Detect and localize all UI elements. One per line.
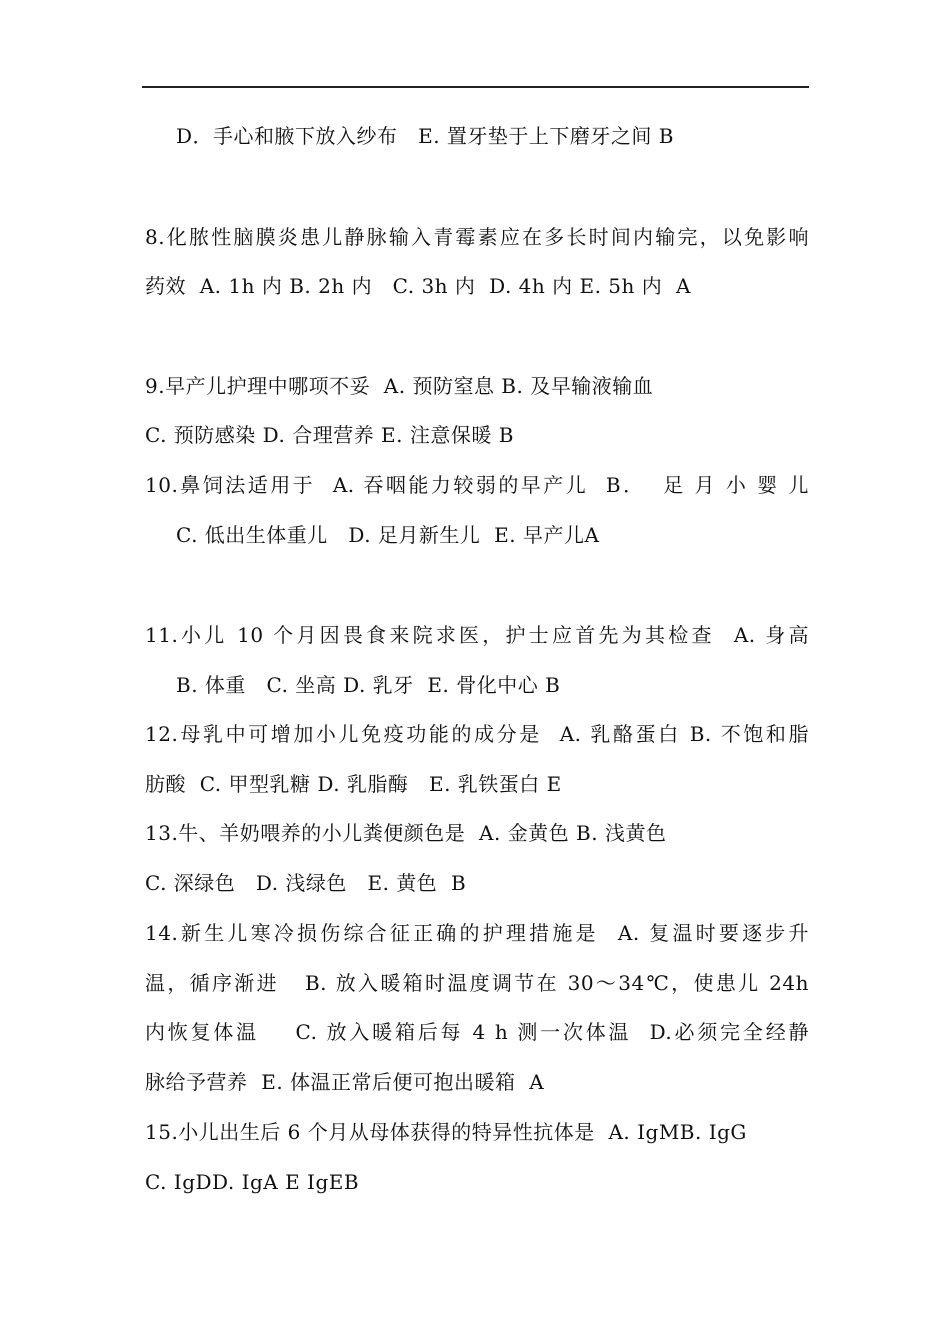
text-line: 13.牛、羊奶喂养的小儿粪便颜色是 A. 金黄色 B. 浅黄色 <box>145 821 667 845</box>
text-line: 脉给予营养 E. 体温正常后便可抱出暖箱 A <box>145 1070 545 1094</box>
text-line: 肪酸 C. 甲型乳糖 D. 乳脂酶 E. 乳铁蛋白 E <box>145 772 562 796</box>
text-line: 9.早产儿护理中哪项不妥 A. 预防窒息 B. 及早输液输血 <box>145 374 654 398</box>
text-line: 14.新生儿寒冷损伤综合征正确的护理措施是 A. 复温时要逐步升 <box>145 921 809 945</box>
text-line: 12.母乳中可增加小儿免疫功能的成分是 A. 乳酪蛋白 B. 不饱和脂 <box>145 722 809 746</box>
text-line: 15.小儿出生后 6 个月从母体获得的特异性抗体是 A. IgMB. IgG <box>145 1120 747 1144</box>
header-rule <box>142 86 809 88</box>
text-line: C. 低出生体重儿 D. 足月新生儿 E. 早产儿A <box>176 523 600 547</box>
text-line: D．手心和腋下放入纱布 E. 置牙垫于上下磨牙之间 B <box>176 124 674 148</box>
text-line: B. 体重 C. 坐高 D. 乳牙 E. 骨化中心 B <box>176 673 561 697</box>
text-line: 内恢复体温 C. 放入暖箱后每 4 h 测一次体温 D.必须完全经静 <box>145 1020 809 1044</box>
text-line: 8.化脓性脑膜炎患儿静脉输入青霉素应在多长时间内输完，以免影响 <box>145 225 809 249</box>
text-line: C. 预防感染 D. 合理营养 E. 注意保暖 B <box>145 423 514 447</box>
text-line: C. 深绿色 D. 浅绿色 E. 黄色 B <box>145 871 467 895</box>
text-line: 温，循序渐进 B. 放入暖箱时温度调节在 30～34℃，使患儿 24h <box>145 971 809 995</box>
text-line: 10.鼻饲法适用于 A. 吞咽能力较弱的早产儿 B． 足 月 小 婴 儿 <box>145 473 809 497</box>
text-line: 11.小儿 10 个月因畏食来院求医，护士应首先为其检查 A. 身高 <box>145 623 809 647</box>
text-line: 药效 A. 1h 内 B. 2h 内 C. 3h 内 D. 4h 内 E. 5h 内 A <box>145 274 691 298</box>
text-line: C. IgDD. IgA E IgEB <box>145 1170 360 1194</box>
